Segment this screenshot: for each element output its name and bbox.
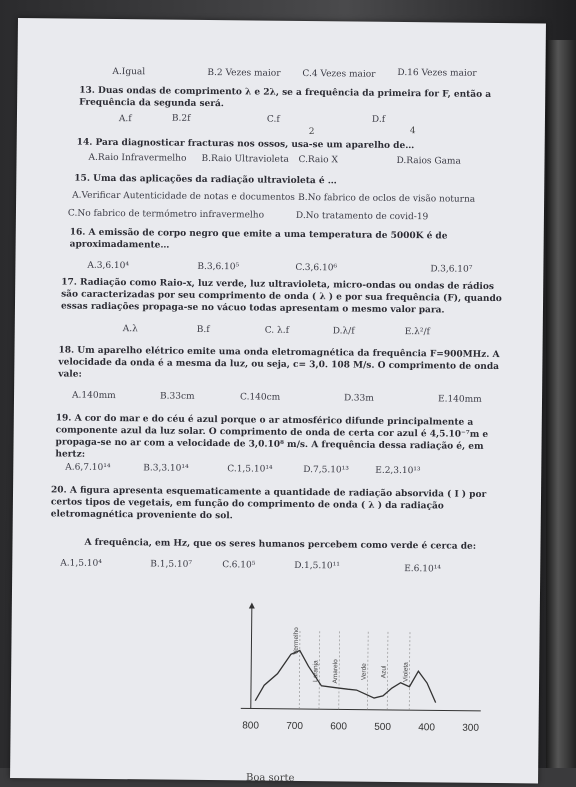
q15-option-b: B.No fabrico de oclos de visão noturna [298,192,476,205]
q20-subtext: A frequência, em Hz, que os seres humanos percebem como verde é cerca de: [84,537,477,552]
q19-option-b: B.3,3.10¹⁴ [143,463,189,474]
q18-option-d: D.33m [343,393,374,404]
q20-option-d: D.1,5.10¹¹ [294,560,340,572]
x-axis [241,708,481,711]
q19-option-e: E.2,3.10¹³ [375,465,421,477]
band-label: Vermelho [292,627,301,655]
q18-option-b: B.33cm [159,391,195,402]
q20-text: 20. A figura apresenta esquematicamente a quantidade de radiação absorvida ( I ) por certos tipos de vegetais, em função do comprimento de onda ( λ ) da radiação eletromagnética proveniente do sol. [50,485,487,522]
q18-option-c: C.140cm [239,392,281,403]
q18-option-e: E.140mm [437,394,482,405]
q16-option-c: C.3,6.10⁶ [295,262,338,274]
x-tick-label: 400 [418,722,435,734]
q20-option-e: E.6.10¹⁴ [404,564,441,575]
q16-option-d: D.3,6.10⁷ [430,264,473,275]
x-tick-label: 700 [286,720,303,733]
band-label: Verde [360,663,368,681]
q13-option-a: A.f [118,114,132,125]
q17-option-a: A.λ [122,324,138,335]
footer-text: Boa sorte [245,772,295,784]
band-label: Laranja [312,660,320,683]
q19-option-d: D.7,5.10¹³ [303,465,349,476]
x-tick-label: 600 [330,721,347,733]
q17-option-d: D.λ/f [332,326,355,337]
q15-text: 15. Uma das aplicações da radiação ultravioleta é … [74,173,337,187]
q13-option-c: C.f [266,114,280,125]
q20-option-a: A.1,5.10⁴ [60,558,102,569]
q14-text: 14. Para diagnosticar fracturas nos ossos, usa-se um aparelho de… [76,137,415,152]
x-tick-label: 800 [242,720,259,732]
page-edge-shadow [546,40,576,768]
x-tick-label: 500 [374,721,391,733]
band-label: Azul [380,665,388,679]
q13-option-d: D.f [371,114,386,125]
band-label: Amarelo [332,659,340,684]
q13-denominator-d: 4 [409,126,416,137]
q12-option-c: C.4 Vezes maior [302,68,376,80]
q15-option-c: C.No fabrico de termómetro infravermelho [67,208,265,221]
q13-option-b: B.2f [171,113,191,124]
q14-option-a: A.Raio Infravermelho [88,152,187,164]
q16-option-a: A.3,6.10⁴ [87,260,130,272]
q16-text: 16. A emissão de corpo negro que emite a uma temperatura de 5000K é de aproximadamente… [69,227,448,251]
q13-text: 13. Duas ondas de comprimento λ e 2λ, se a frequência da primeira for F, então a Frequência da segunda será. [79,85,492,110]
q17-option-b: B.f [196,324,210,336]
q15-option-d: D.No tratamento de covid-19 [295,210,429,223]
q18-option-a: A.140mm [71,390,116,402]
q15-option-a: A.Verificar Autenticidade de notas e documentos [72,190,295,203]
exam-sheet [10,18,546,783]
q20-option-b: B.1,5.10⁷ [150,559,193,570]
band-label: Violeta [402,662,410,683]
q19-option-a: A.6,7.10¹⁴ [65,462,111,473]
q14-option-b: B.Raio Ultravioleta [201,153,289,165]
q18-text: 18. Um aparelho elétrico emite uma onda eletromagnética da frequência F=900MHz. A velocidade da onda é a mesma da luz, ou seja, c= 3,0. 108 M/s. O comprimento de onda vale: [58,345,500,380]
q17-option-e: E.λ²/f [404,327,430,338]
x-tick-label: 300 [462,722,479,734]
q19-text: 19. A cor do mar e do céu é azul porque o ar atmosférico difunde principalmente a componente azul da luz solar. O comprimento de onda de certa cor azul é 4,5.10⁻⁷m e propaga-se no ar com a velocidade de 3,0.10⁸ m/s. A frequência dessa radiação é, em hertz: [55,413,489,460]
q12-option-d: D.16 Vezes maior [397,67,477,79]
y-axis-arrow [249,602,255,608]
y-axis [251,604,252,708]
q19-option-c: C.1,5.10¹⁴ [227,464,273,475]
absorption-chart [230,600,491,743]
q13-denominator-c: 2 [308,127,315,138]
q16-option-b: B.3,6.10⁵ [197,261,240,273]
q17-option-c: C. λ.f [264,325,289,336]
q14-option-c: C.Raio X [298,154,338,166]
q20-option-c: C.6.10⁵ [222,560,256,571]
q12-option-a: A.Igual [112,66,146,78]
q17-text: 17. Radiação como Raio-x, luz verde, luz ultravioleta, micro-ondas ou ondas de rádios são caracterizadas por seu comprimento de onda ( λ ) e por sua frequência (F), quando essas radiações propaga-se no vácuo todas apresentam o mesmo valor para. [60,277,502,316]
q12-option-b: B.2 Vezes maior [207,67,281,79]
q14-option-d: D.Raios Gama [396,155,461,167]
